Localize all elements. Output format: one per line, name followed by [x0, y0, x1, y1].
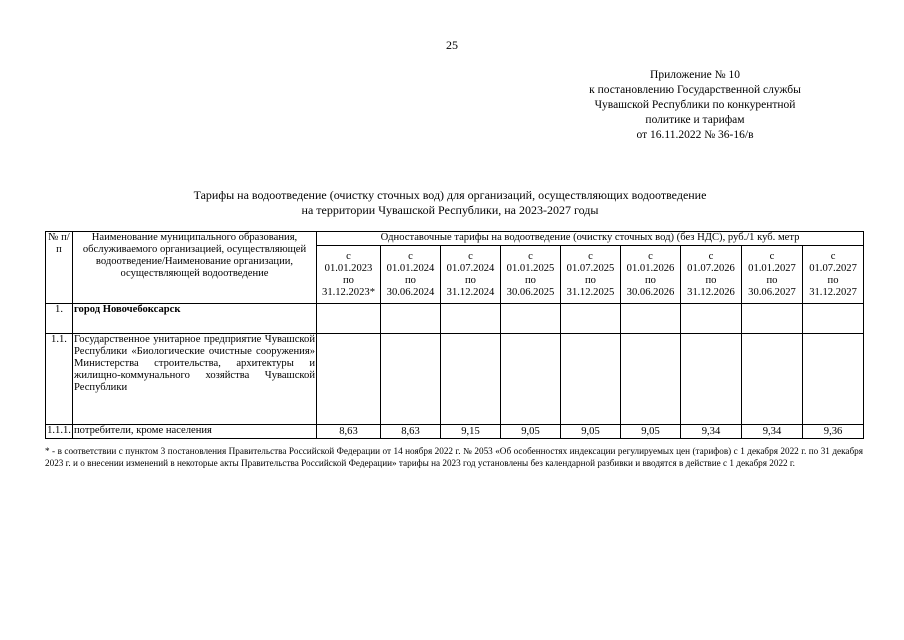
table-row: [46, 334, 864, 425]
col-header-number: № п/п: [46, 232, 73, 304]
period-header: с 01.07.2026 по 31.12.2026: [681, 246, 742, 304]
period-header: с 01.07.2024 по 31.12.2024: [441, 246, 501, 304]
tariff-value: 9,15: [441, 425, 501, 439]
row-name: город Новочебоксарск: [73, 304, 317, 334]
tariff-value: 9,05: [561, 425, 621, 439]
appendix-line: от 16.11.2022 № 36-16/в: [636, 129, 754, 141]
tariff-value: [621, 334, 681, 425]
tariff-value: 9,34: [681, 425, 742, 439]
tariff-value: [742, 334, 803, 425]
tariff-value: [441, 334, 501, 425]
tariff-value: [381, 334, 441, 425]
footnote: * - в соответствии с пунктом 3 постановления Правительства Российской Федерации от 14 ноября 2022 г. № 2053 «Об особенностях индексации регулируемых цен (тарифов) с 1 декабря 2022 г. по 31 декабря 2023 г. и о внесении изменений в некоторые акты Правительства Российской Федерации» тарифы на 2023 год установлены без календарной разбивки и вводятся в действие с 1 декабря 2022 г.: [45, 446, 863, 468]
period-header: с 01.07.2027 по 31.12.2027: [803, 246, 864, 304]
page-number: 25: [446, 38, 458, 52]
appendix-line: политике и тарифам: [645, 114, 745, 126]
row-name: Государственное унитарное предприятие Чувашской Республики «Биологические очистные сооружения» Министерства строительства, архитектуры и жилищно-коммунального хозяйства Чувашской Республики: [73, 334, 317, 425]
tariff-value: 8,63: [381, 425, 441, 439]
tariff-value: [561, 304, 621, 334]
tariff-value: [317, 334, 381, 425]
col-header-name: Наименование муниципального образования, обслуживаемого организацией, осуществляющей водоотведение/Наименование организации, осуществляющей водоотведение: [73, 232, 317, 304]
row-number: 1.1.: [46, 334, 73, 425]
tariff-value: [501, 304, 561, 334]
tariff-value: [441, 304, 501, 334]
document-title: [60, 188, 840, 218]
tariff-table: [45, 231, 864, 439]
title-line-1: Тарифы на водоотведение (очистку сточных вод) для организаций, осуществляющих водоотведение: [193, 188, 707, 202]
tariff-value: 9,34: [742, 425, 803, 439]
tariff-value: [621, 304, 681, 334]
appendix-block: [555, 68, 835, 143]
tariff-value: 8,63: [317, 425, 381, 439]
table-header-row: [46, 232, 864, 246]
appendix-line: Приложение № 10: [650, 69, 740, 81]
period-header: с 01.01.2023 по 31.12.2023*: [317, 246, 381, 304]
tariff-value: 9,05: [501, 425, 561, 439]
period-header: с 01.01.2026 по 30.06.2026: [621, 246, 681, 304]
tariff-value: [803, 304, 864, 334]
period-header: с 01.01.2025 по 30.06.2025: [501, 246, 561, 304]
tariff-value: [501, 334, 561, 425]
tariff-value: [381, 304, 441, 334]
table-row: [46, 304, 864, 334]
tariff-value: [317, 304, 381, 334]
title-line-2: на территории Чувашской Республики, на 2023-2027 годы: [301, 203, 599, 217]
row-number: 1.1.1.: [46, 425, 73, 439]
tariff-value: [803, 334, 864, 425]
period-header: с 01.07.2025 по 31.12.2025: [561, 246, 621, 304]
appendix-line: к постановлению Государственной службы: [589, 84, 801, 96]
tariff-value: 9,05: [621, 425, 681, 439]
tariff-value: [561, 334, 621, 425]
table-row: [46, 425, 864, 439]
row-name: потребители, кроме населения: [73, 425, 317, 439]
col-header-tariff-group: Одноставочные тарифы на водоотведение (очистку сточных вод) (без НДС), руб./1 куб. метр: [317, 232, 864, 246]
period-header: с 01.01.2027 по 30.06.2027: [742, 246, 803, 304]
tariff-value: [681, 334, 742, 425]
tariff-value: 9,36: [803, 425, 864, 439]
tariff-value: [742, 304, 803, 334]
appendix-line: Чувашской Республики по конкурентной: [594, 99, 796, 111]
tariff-value: [681, 304, 742, 334]
period-header: с 01.01.2024 по 30.06.2024: [381, 246, 441, 304]
row-number: 1.: [46, 304, 73, 334]
